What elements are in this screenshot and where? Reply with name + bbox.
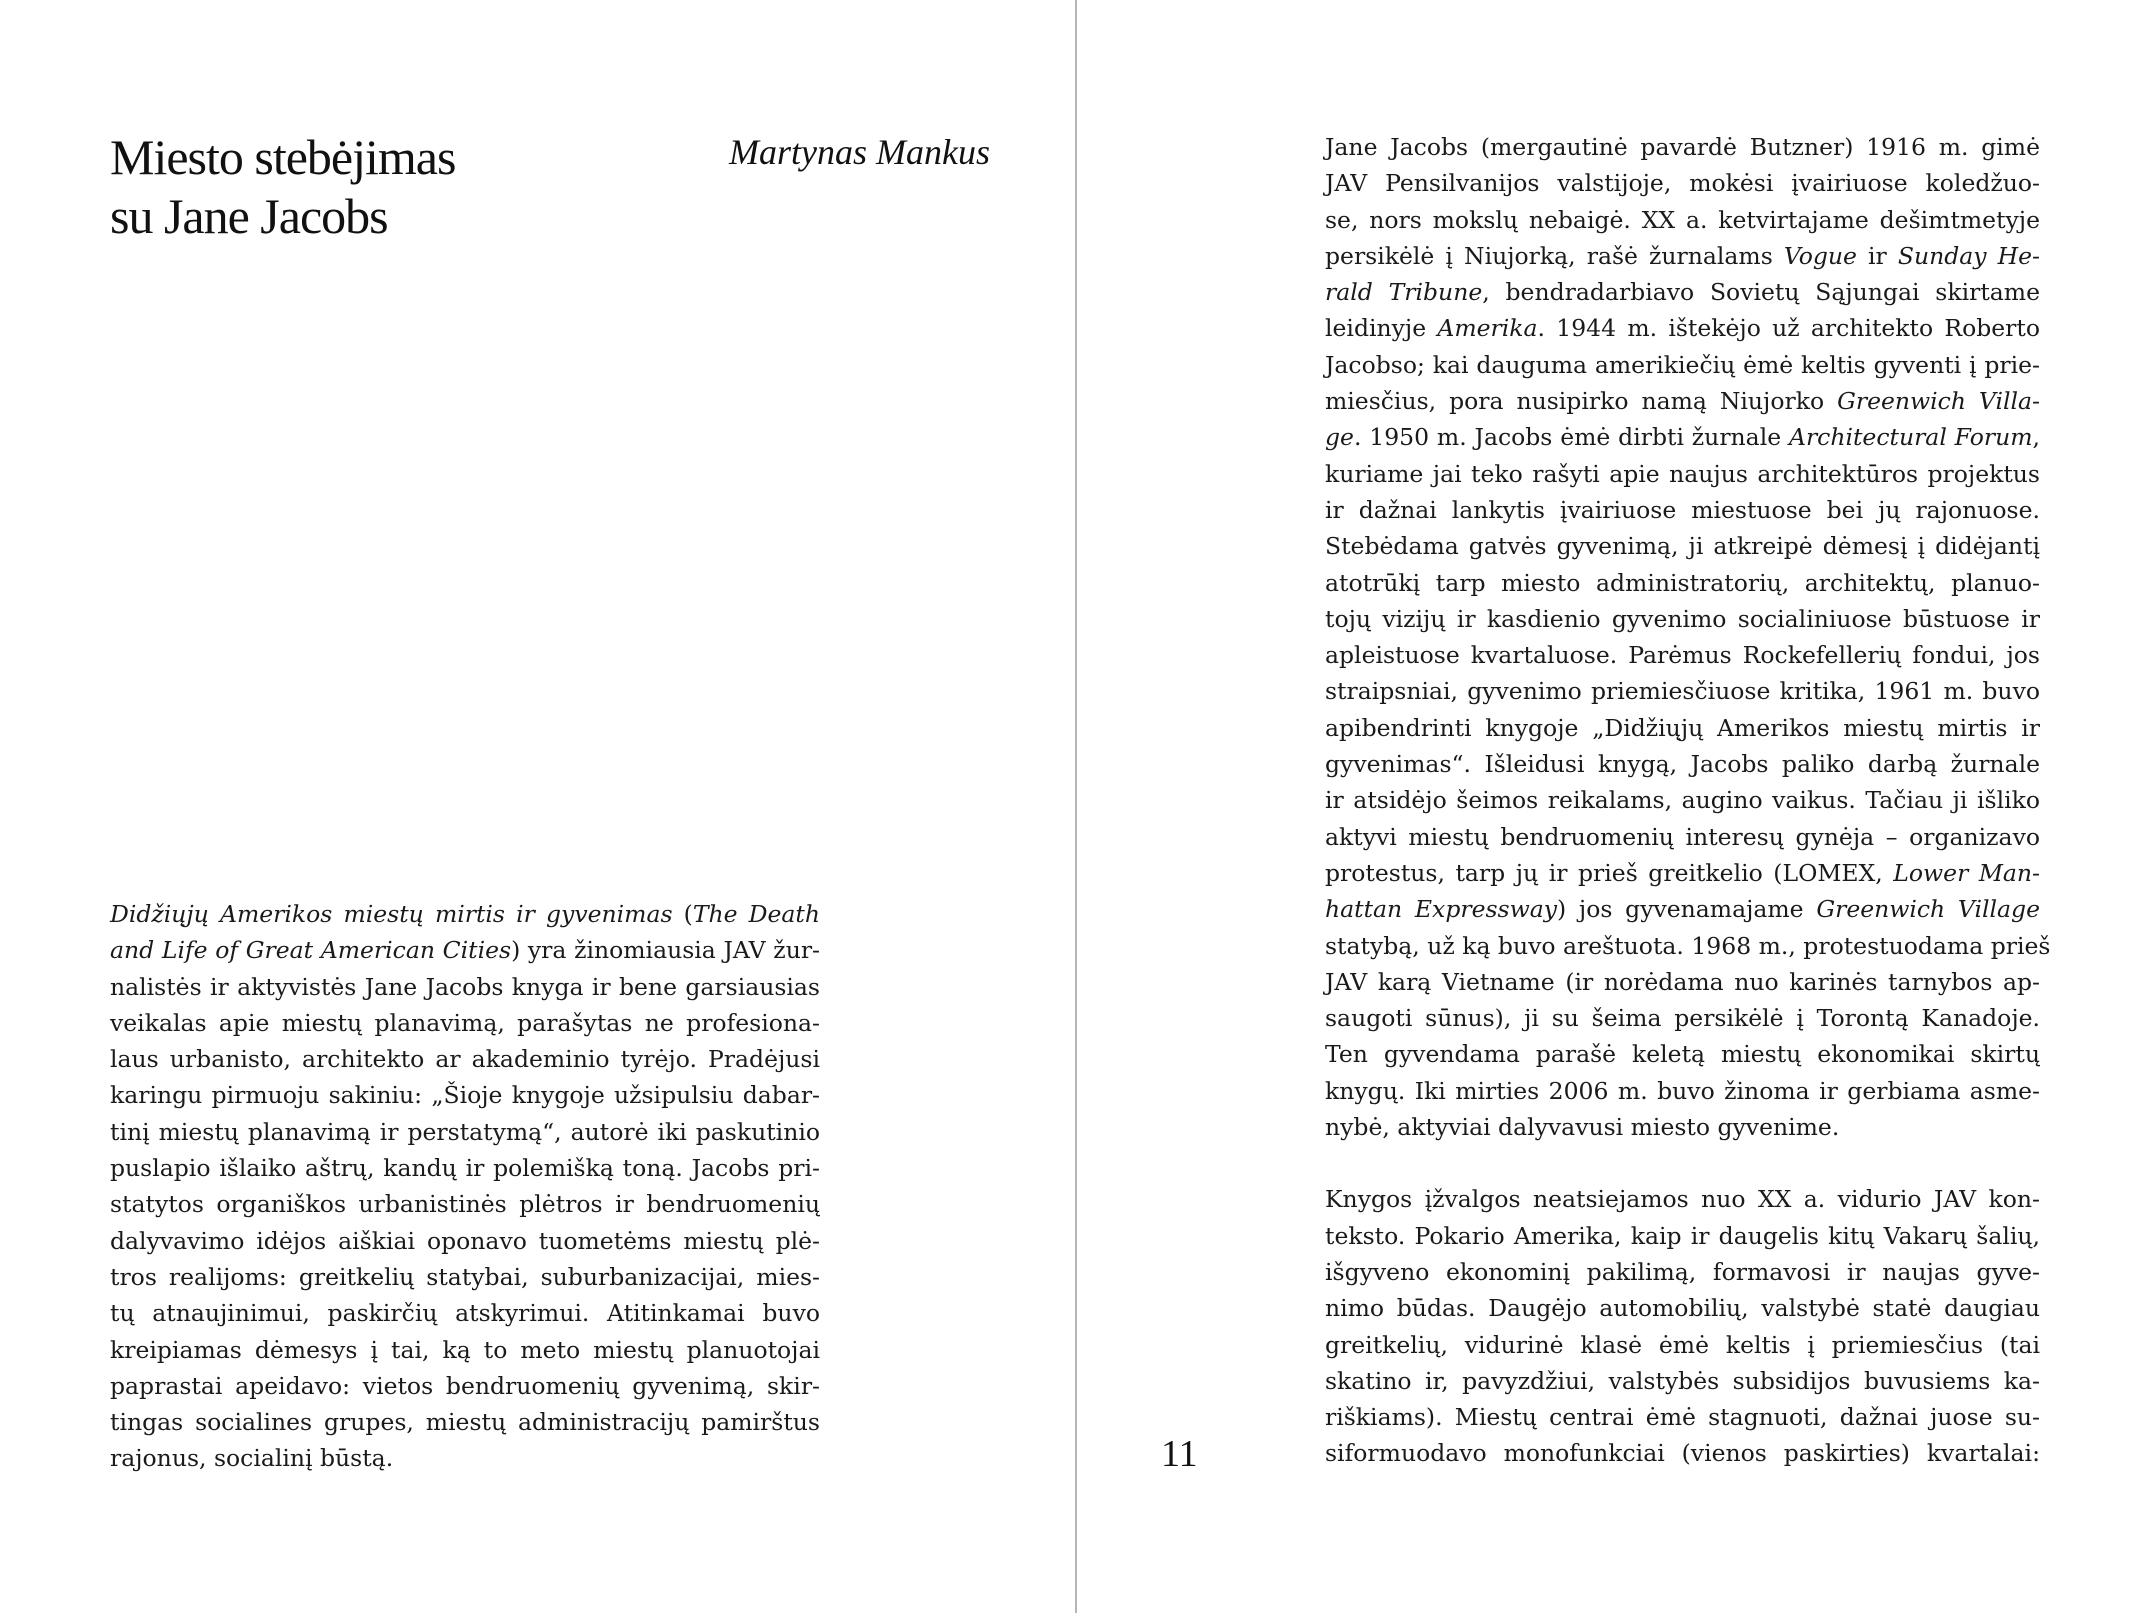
text-line: tojų vizijų ir kasdienio gyvenimo socialiniuose būstuose ir [1325,604,2040,633]
context-paragraph [1325,1181,2040,1471]
text-line: aktyvi miestų bendruomenių interesų gynėja – organizavo [1325,822,2040,851]
biography-paragraph [1325,129,2051,1145]
text-line: nimo būdas. Daugėjo automobilių, valstybė statė daugiau [1325,1294,2040,1323]
text-line: miesčius, pora nusipirko namą Niujorko Greenwich Villa- [1325,387,2040,416]
text-line: rajonus, socialinį būstą. [110,1444,394,1473]
text-line: laus urbanisto, architekto ar akademinio tyrėjo. Pradėjusi [110,1045,820,1074]
italic-text: Greenwich Villa- [1837,387,2040,416]
text-line: kreipiamas dėmesys į tai, ką to meto miestų planuotojai [110,1335,820,1364]
text-line: JAV Pensilvanijos valstijoje, mokėsi įvairiuose koledžuo- [1325,169,2040,198]
text-line: tros realijoms: greitkelių statybai, suburbanizacijai, mies- [110,1262,820,1291]
page-number: 11 [1161,1433,1198,1475]
italic-text: Didžiųjų Amerikos miestų mirtis ir gyvenimas [110,900,673,928]
text-line: ir dažnai lankytis įvairiuose miestuose bei jų rajonuose. [1325,495,2040,524]
text-line: Jane Jacobs (mergautinė pavardė Butzner) 1916 m. gimė [1325,133,2040,161]
text-line: persikėlė į Niujorką, rašė žurnalams Vogue ir Sunday He- [1325,241,2041,270]
text-line: and Life of Great American Cities) yra žinomiausia JAV žur- [110,936,820,965]
text-line: Ten gyvendama parašė keletą miestų ekonomikai skirtų [1325,1040,2040,1069]
italic-text: ge [1325,423,1354,452]
text-line: išgyveno ekonominį pakilimą, formavosi ir naujas gyve- [1325,1257,2040,1286]
text-line: riškiams). Miestų centrai ėmė stagnuoti, dažnai juose su- [1325,1403,2040,1432]
text-line: karingu pirmuoju sakiniu: „Šioje knygoje užsipulsiu dabar- [110,1081,820,1110]
text-line: nalistės ir aktyvistės Jane Jacobs knyga ir bene garsiausias [110,972,820,1001]
text-line: gyvenimas“. Išleidusi knygą, Jacobs paliko darbą žurnale [1325,750,2040,779]
text-line: dalyvavimo idėjos aiškiai oponavo tuometėms miestų plė- [110,1226,820,1255]
text-line: ir atsidėjo šeimos reikalams, augino vaikus. Tačiau ji išliko [1325,786,2040,815]
text-line: atotrūkį tarp miesto administratorių, architektų, planuo- [1325,568,2040,597]
chapter-title [110,128,670,246]
text-line: straipsniai, gyvenimo priemiesčiuose kritika, 1961 m. buvo [1325,677,2040,706]
text-line: Knygos įžvalgos neatsiejamos nuo XX a. vidurio JAV kon- [1325,1185,2040,1214]
italic-text: The Death [692,900,820,928]
text-line: statybą, už ką buvo areštuota. 1968 m., protestuodama prieš [1325,931,2051,960]
text-line: tų atnaujinimui, paskirčių atskyrimui. Atitinkamai buvo [110,1299,820,1328]
text-line: greitkelių, vidurinė klasė ėmė keltis į priemiesčius (tai [1325,1330,2040,1359]
text-line: skatino ir, pavyzdžiui, valstybės subsidijos buvusiems ka- [1325,1366,2040,1395]
text-line: se, nors mokslų nebaigė. XX a. ketvirtajame dešimtmetyje [1325,205,2040,234]
author-name: Martynas Mankus [729,132,990,172]
text-line: apleistuose kvartaluose. Parėmus Rockefellerių fondui, jos [1325,641,2040,670]
text-line: teksto. Pokario Amerika, kaip ir daugelis kitų Vakarų šalių, [1325,1221,2040,1250]
text-line: veikalas apie miestų planavimą, parašytas ne profesiona- [110,1008,820,1037]
text-line: apibendrinti knygoje „Didžiųjų Amerikos miestų mirtis ir [1325,713,2040,742]
text-line: siformuodavo monofunkciai (vienos paskirties) kvartalai: [1325,1439,2040,1468]
text-line: rald Tribune, bendradarbiavo Sovietų Sąjungai skirtame [1325,278,2040,307]
text-line: puslapio išlaiko aštrų, kandų ir polemišką toną. Jacobs pri- [110,1154,820,1183]
italic-text: Architectural Forum [1788,423,2033,452]
text-line: statytos organiškos urbanistinės plėtros ir bendruomenių [110,1190,820,1219]
text-line: Jacobso; kai dauguma amerikiečių ėmė keltis gyventi į prie- [1325,350,2040,379]
text-line: Stebėdama gatvės gyvenimą, ji atkreipė dėmesį į didėjantį [1325,532,2040,561]
text-line: protestus, tarp jų ir prieš greitkelio (LOMEX, Lower Man- [1325,858,2040,887]
text-line: kuriame jai teko rašyti apie naujus architektūros projektus [1325,459,2040,488]
text-line: JAV karą Vietname (ir norėdama nuo karinės tarnybos ap- [1325,967,2040,996]
chapter-title-line: Miesto stebėjimas [110,129,456,185]
page-gutter-divider [1075,0,1077,1613]
text-line: Didžiųjų Amerikos miestų mirtis ir gyvenimas (The Death [110,900,820,928]
italic-text: hattan Expressway [1325,895,1558,924]
text-line: tinį miestų planavimą ir perstatymą“, autorė iki paskutinio [110,1117,820,1146]
text-line: saugoti sūnus), ji su šeima persikėlė į Torontą Kanadoje. [1325,1004,2040,1033]
italic-text: rald Tribune [1325,278,1483,307]
text-line: hattan Expressway) jos gyvenamajame Greenwich Village [1325,895,2040,924]
italic-text: Lower Man- [1893,858,2040,887]
text-line: nybė, aktyviai dalyvavusi miesto gyvenime. [1325,1113,1840,1142]
intro-paragraph [110,896,820,1477]
text-line: leidinyje Amerika. 1944 m. ištekėjo už architekto Roberto [1325,314,2041,343]
text-line: knygų. Iki mirties 2006 m. buvo žinoma ir gerbiama asme- [1325,1076,2040,1105]
italic-text: Sunday He- [1897,241,2041,270]
biography-column [1325,129,2051,1472]
chapter-title-line: su Jane Jacobs [110,188,388,244]
text-line: tingas socialines grupes, miestų administracijų pamirštus [110,1408,820,1437]
paragraph-spacer [1325,1145,2040,1181]
italic-text: Vogue [1783,241,1857,270]
italic-text: Amerika [1437,314,1538,343]
italic-text: Greenwich Village [1816,895,2040,924]
text-line: paprastai apeidavo: vietos bendruomenių gyvenimą, skir- [110,1371,820,1400]
text-line: ge. 1950 m. Jacobs ėmė dirbti žurnale Architectural Forum, [1325,423,2040,452]
italic-text: and Life of Great American Cities [110,936,512,965]
